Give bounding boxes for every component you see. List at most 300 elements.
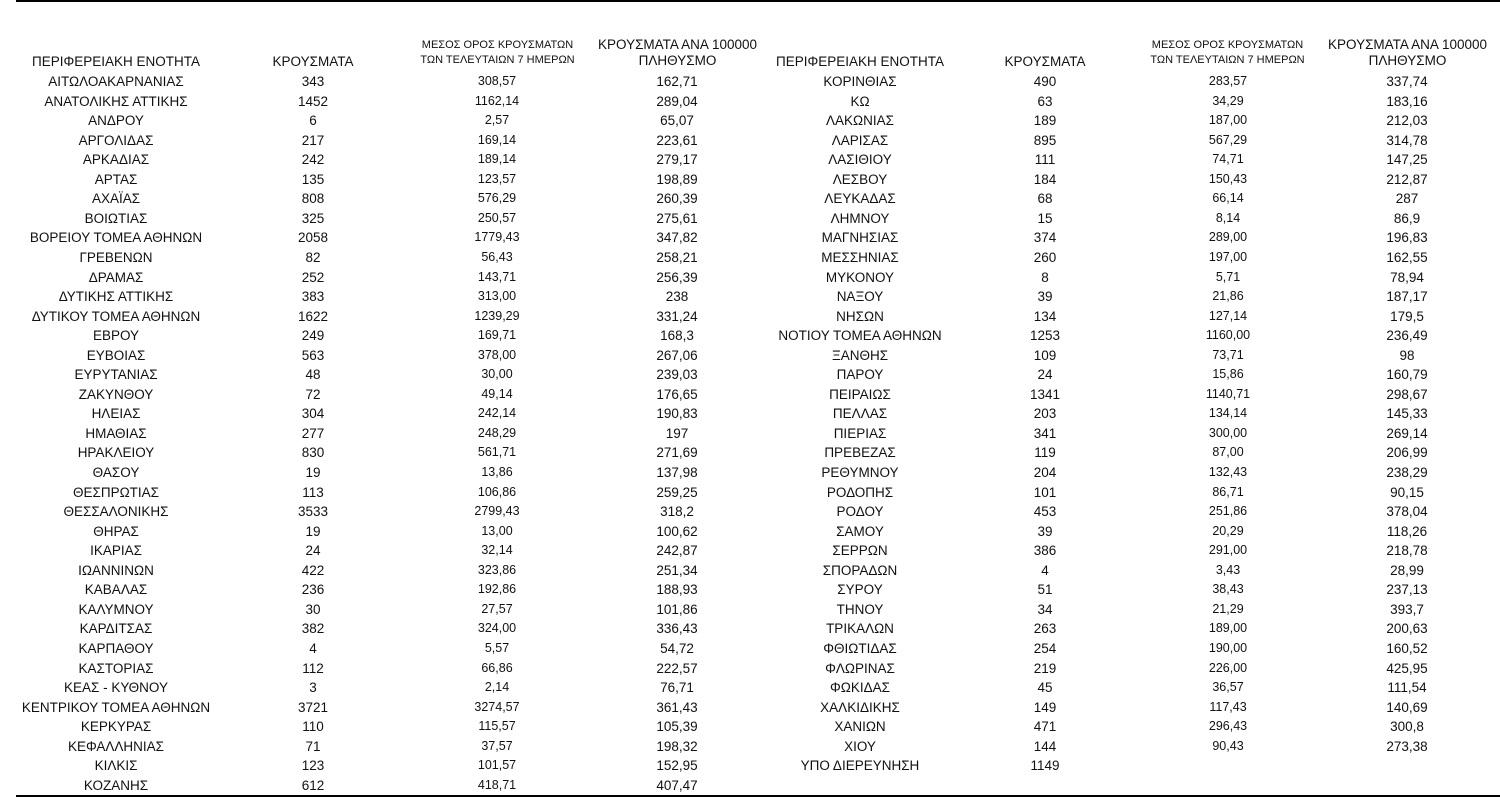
left-cell-per100k: 347,82 — [656, 230, 698, 246]
right-cell-cases: 254 — [1033, 640, 1057, 656]
right-cell-cases: 134 — [1033, 308, 1057, 324]
left-cell-per100k: 76,71 — [660, 680, 694, 696]
right-cell-cases: 109 — [1033, 347, 1057, 363]
left-cell-avg: 169,14 — [477, 132, 517, 147]
left-cell-cases: 19 — [305, 465, 321, 480]
left-cell-cases: 422 — [301, 562, 325, 578]
left-cell-region: ΚΟΖΑΝΗΣ — [83, 777, 149, 793]
right-cell-per100k: 28,99 — [1390, 562, 1424, 578]
left-cell-cases: 1452 — [297, 93, 329, 109]
right-cell-per100k: 78,94 — [1390, 269, 1424, 285]
top-border-line — [16, 0, 1500, 2]
right-cell-region: ΣΥΡΟΥ — [837, 582, 883, 598]
right-cell-avg: 8,14 — [1215, 210, 1241, 225]
left-cell-avg: 418,71 — [477, 777, 517, 792]
left-cell-cases: 304 — [301, 406, 325, 422]
right-cell-per100k: 140,69 — [1386, 699, 1428, 715]
left-cell-cases: 252 — [301, 269, 325, 285]
left-cell-region: ΚΕΡΚΥΡΑΣ — [80, 719, 152, 735]
left-cell-per100k: 267,06 — [656, 347, 698, 363]
left-header-avg — [400, 38, 595, 68]
left-cell-region: ΕΥΒΟΙΑΣ — [86, 347, 146, 363]
right-cell-region: ΚΩ — [850, 93, 870, 109]
right-cell-per100k: 378,04 — [1386, 504, 1428, 520]
left-cell-region: ΒΟΙΩΤΙΑΣ — [84, 210, 148, 226]
right-cell-region: ΛΑΣΙΘΙΟΥ — [828, 152, 892, 168]
right-cell-cases: 204 — [1033, 465, 1057, 480]
left-cell-cases: 72 — [305, 386, 321, 402]
left-cell-avg: 66,86 — [481, 660, 513, 675]
right-cell-avg: 187,00 — [1208, 113, 1248, 128]
left-cell-avg: 250,57 — [477, 210, 517, 225]
left-cell-per100k: 331,24 — [656, 308, 698, 324]
left-cell-cases: 4 — [309, 640, 317, 656]
left-cell-per100k: 222,57 — [656, 660, 698, 676]
left-cell-per100k: 198,89 — [656, 171, 698, 187]
right-cell-region: ΣΠΟΡΑΔΩΝ — [822, 562, 898, 578]
right-header-avg-line1: ΜΕΣΟΣ ΟΡΟΣ ΚΡΟΥΣΜΑΤΩΝ — [1151, 39, 1304, 51]
right-cell-cases: 15 — [1037, 210, 1053, 226]
left-cell-avg: 32,14 — [481, 543, 513, 558]
left-cell-cases: 563 — [301, 347, 325, 363]
right-cell-cases: 39 — [1037, 289, 1053, 305]
left-cell-cases: 71 — [305, 738, 321, 754]
left-cell-avg: 3274,57 — [474, 699, 520, 714]
left-cell-cases: 277 — [301, 425, 325, 441]
right-cell-avg: 21,29 — [1212, 601, 1244, 616]
left-cell-avg: 2,14 — [484, 680, 510, 695]
right-cell-region: ΡΟΔΟΠΗΣ — [826, 484, 894, 500]
left-cell-cases: 82 — [305, 249, 321, 265]
right-cell-region: ΦΩΚΙΔΑΣ — [830, 680, 890, 696]
right-cell-region: ΡΕΘΥΜΝΟΥ — [821, 465, 899, 480]
right-cell-per100k: 179,5 — [1390, 308, 1424, 324]
left-cell-region: ΚΙΛΚΙΣ — [94, 758, 138, 774]
right-cell-avg: 150,43 — [1208, 171, 1248, 186]
right-cell-avg: 86,71 — [1212, 484, 1244, 499]
right-cell-region: ΠΕΛΛΑΣ — [832, 406, 888, 422]
left-cell-region: ΚΕΝΤΡΙΚΟΥ ΤΟΜΕΑ ΑΘΗΝΩΝ — [21, 699, 211, 715]
left-cell-region: ΚΕΦΑΛΛΗΝΙΑΣ — [67, 738, 165, 754]
right-cell-per100k: 147,25 — [1386, 152, 1428, 168]
left-cell-region: ΓΡΕΒΕΝΩΝ — [79, 249, 153, 265]
right-cell-region: ΜΥΚΟΝΟΥ — [825, 269, 895, 285]
left-cell-cases: 19 — [305, 523, 321, 539]
left-cell-cases: 217 — [301, 132, 325, 148]
right-cell-per100k: 300,8 — [1390, 719, 1424, 735]
right-cell-per100k: 86,9 — [1393, 210, 1421, 226]
right-cell-region: ΠΑΡΟΥ — [836, 367, 884, 383]
right-cell-region: ΦΘΙΩΤΙΔΑΣ — [823, 640, 897, 656]
right-header-cases: ΚΡΟΥΣΜΑΤΑ — [1004, 54, 1086, 69]
right-cell-per100k: 160,52 — [1386, 640, 1428, 656]
right-cell-region: ΠΙΕΡΙΑΣ — [833, 425, 887, 441]
right-header-region: ΠΕΡΙΦΕΡΕΙΑΚΗ ΕΝΟΤΗΤΑ — [775, 54, 945, 69]
left-cell-cases: 830 — [301, 445, 325, 461]
right-cell-cases: 34 — [1037, 601, 1053, 617]
left-cell-avg: 2,57 — [484, 113, 510, 128]
left-header-cases: ΚΡΟΥΣΜΑΤΑ — [272, 54, 354, 69]
right-cell-per100k: 238,29 — [1386, 465, 1428, 480]
left-cell-avg: 13,00 — [481, 523, 513, 538]
left-cell-avg: 324,00 — [477, 621, 517, 636]
right-cell-per100k: 314,78 — [1386, 132, 1428, 148]
right-cell-cases: 895 — [1033, 132, 1057, 148]
right-header-per100k-line1: ΚΡΟΥΣΜΑΤΑ ΑΝΑ 100000 — [1328, 37, 1487, 52]
right-cell-region: ΤΗΝΟΥ — [836, 601, 884, 617]
left-cell-region: ΘΕΣΠΡΩΤΙΑΣ — [72, 484, 160, 500]
left-cell-cases: 3 — [309, 680, 317, 696]
right-cell-region: ΠΕΙΡΑΙΩΣ — [829, 386, 891, 402]
left-cell-avg: 13,86 — [481, 465, 513, 479]
left-cell-per100k: 242,87 — [656, 543, 698, 559]
right-cell-region: ΛΕΣΒΟΥ — [832, 171, 888, 187]
left-cell-per100k: 318,2 — [660, 504, 694, 520]
right-cell-per100k: 162,55 — [1386, 249, 1428, 265]
left-header-per100k — [585, 37, 770, 69]
left-cell-avg: 1239,29 — [474, 308, 520, 323]
left-cell-avg: 106,86 — [477, 484, 517, 499]
left-cell-region: ΑΝΔΡΟΥ — [88, 113, 144, 129]
right-cell-per100k: 393,7 — [1390, 601, 1424, 617]
left-cell-avg: 323,86 — [477, 562, 517, 577]
left-cell-per100k: 289,04 — [656, 93, 698, 109]
left-cell-region: ΚΑΡΠΑΘΟΥ — [78, 640, 154, 656]
left-cell-cases: 249 — [301, 328, 325, 344]
right-cell-region: ΠΡΕΒΕΖΑΣ — [824, 445, 896, 461]
left-cell-cases: 808 — [301, 191, 325, 207]
left-cell-avg: 37,57 — [481, 738, 513, 753]
left-cell-per100k: 65,07 — [660, 113, 694, 129]
left-cell-region: ΗΡΑΚΛΕΙΟΥ — [77, 445, 155, 461]
right-cell-per100k: 425,95 — [1386, 660, 1428, 676]
left-cell-per100k: 100,62 — [656, 523, 698, 539]
left-cell-region: ΑΝΑΤΟΛΙΚΗΣ ΑΤΤΙΚΗΣ — [44, 93, 188, 109]
right-cell-avg: 1160,00 — [1205, 328, 1251, 343]
left-cell-per100k: 279,17 — [656, 152, 698, 168]
right-cell-avg: 66,14 — [1212, 191, 1244, 206]
left-cell-region: ΕΥΡΥΤΑΝΙΑΣ — [74, 367, 158, 383]
left-cell-avg: 1779,43 — [474, 230, 520, 245]
left-cell-per100k: 238 — [665, 289, 689, 305]
right-cell-region: ΝΗΣΩΝ — [836, 308, 884, 324]
left-cell-region: ΕΒΡΟΥ — [92, 328, 140, 344]
right-cell-region: ΣΑΜΟΥ — [836, 523, 884, 539]
left-cell-region: ΘΑΣΟΥ — [92, 465, 140, 480]
right-cell-avg: 197,00 — [1208, 249, 1248, 264]
right-cell-region: ΝΑΞΟΥ — [836, 289, 884, 305]
right-cell-cases: 101 — [1033, 484, 1057, 500]
left-cell-avg: 308,57 — [477, 74, 517, 88]
left-cell-cases: 325 — [301, 210, 325, 226]
right-cell-region: ΛΑΚΩΝΙΑΣ — [826, 113, 894, 129]
left-cell-avg: 561,71 — [477, 445, 517, 460]
right-cell-region: ΡΟΔΟΥ — [836, 504, 884, 520]
left-cell-avg: 115,57 — [478, 719, 516, 734]
right-cell-avg: 127,14 — [1208, 308, 1248, 323]
right-cell-avg: 117,43 — [1209, 699, 1247, 714]
right-cell-avg: 189,00 — [1208, 621, 1248, 636]
right-cell-cases: 453 — [1033, 504, 1057, 520]
left-cell-cases: 1622 — [297, 308, 329, 324]
left-cell-region: ΑΡΤΑΣ — [94, 171, 138, 187]
right-cell-avg: 73,71 — [1212, 347, 1244, 362]
left-cell-cases: 2058 — [297, 230, 329, 246]
left-cell-cases: 135 — [301, 171, 325, 187]
right-cell-avg: 3,43 — [1215, 562, 1241, 577]
right-cell-region: ΚΟΡΙΝΘΙΑΣ — [823, 74, 897, 89]
left-cell-per100k: 407,47 — [656, 777, 698, 793]
left-cell-avg: 189,14 — [477, 152, 517, 167]
right-cell-avg: 38,43 — [1212, 582, 1244, 597]
right-cell-per100k: 218,78 — [1386, 543, 1428, 559]
right-cell-region: ΛΑΡΙΣΑΣ — [831, 132, 889, 148]
left-cell-per100k: 188,93 — [656, 582, 698, 598]
left-cell-avg: 143,71 — [477, 269, 517, 284]
left-cell-region: ΒΟΡΕΙΟΥ ΤΟΜΕΑ ΑΘΗΝΩΝ — [29, 230, 203, 246]
right-cell-cases: 45 — [1037, 680, 1053, 696]
left-header-avg-line2: ΤΩΝ ΤΕΛΕΥΤΑΙΩΝ 7 ΗΜΕΡΩΝ — [420, 54, 575, 66]
right-cell-cases: 149 — [1033, 699, 1057, 715]
right-cell-cases: 203 — [1033, 406, 1057, 422]
left-cell-cases: 612 — [301, 777, 325, 793]
left-cell-avg: 192,86 — [477, 582, 517, 597]
left-cell-per100k: 260,39 — [656, 191, 698, 207]
right-cell-avg: 21,86 — [1212, 289, 1244, 304]
right-cell-cases: 341 — [1033, 425, 1057, 441]
right-cell-avg: 90,43 — [1212, 738, 1244, 753]
right-cell-avg: 132,43 — [1208, 465, 1248, 479]
right-header-per100k — [1315, 37, 1500, 69]
left-cell-cases: 343 — [301, 74, 325, 89]
right-cell-cases: 1253 — [1029, 328, 1061, 344]
right-cell-per100k: 196,83 — [1386, 230, 1428, 246]
left-cell-cases: 242 — [301, 152, 325, 168]
left-cell-region: ΗΜΑΘΙΑΣ — [85, 425, 147, 441]
left-header-per100k-line1: ΚΡΟΥΣΜΑΤΑ ΑΝΑ 100000 — [598, 37, 757, 52]
left-cell-per100k: 162,71 — [656, 74, 698, 89]
left-cell-cases: 24 — [305, 543, 321, 559]
left-cell-per100k: 190,83 — [656, 406, 698, 422]
right-cell-per100k: 90,15 — [1390, 484, 1424, 500]
right-cell-cases: 219 — [1033, 660, 1057, 676]
left-cell-per100k: 361,43 — [656, 699, 698, 715]
left-cell-region: ΙΚΑΡΙΑΣ — [90, 543, 142, 559]
left-cell-cases: 112 — [302, 660, 324, 676]
right-header-avg — [1130, 38, 1325, 68]
right-cell-per100k: 237,13 — [1386, 582, 1428, 598]
left-cell-region: ΑΡΓΟΛΙΔΑΣ — [78, 132, 154, 148]
left-cell-per100k: 275,61 — [656, 210, 698, 226]
left-cell-avg: 27,57 — [481, 601, 513, 616]
right-cell-cases: 144 — [1033, 738, 1057, 754]
right-cell-per100k: 236,49 — [1386, 328, 1428, 344]
right-cell-region: ΞΑΝΘΗΣ — [831, 347, 889, 363]
left-cell-avg: 5,57 — [484, 640, 510, 655]
left-cell-per100k: 223,61 — [656, 132, 698, 148]
right-cell-per100k: 212,03 — [1386, 113, 1428, 129]
left-cell-region: ΔΥΤΙΚΗΣ ΑΤΤΙΚΗΣ — [58, 289, 174, 305]
left-cell-per100k: 258,21 — [656, 249, 698, 265]
right-cell-per100k: 269,14 — [1386, 425, 1428, 441]
left-header-per100k-line2: ΠΛΗΘΥΣΜΟ — [638, 53, 717, 68]
left-cell-avg: 576,29 — [477, 191, 517, 206]
left-cell-per100k: 168,3 — [660, 328, 694, 344]
right-cell-region: ΥΠΟ ΔΙΕΡΕΥΝΗΣΗ — [800, 758, 920, 774]
right-cell-region: ΛΗΜΝΟΥ — [830, 210, 890, 226]
right-cell-avg: 296,43 — [1208, 719, 1248, 734]
right-cell-avg: 34,29 — [1212, 93, 1244, 108]
left-cell-avg: 169,71 — [477, 328, 517, 343]
right-cell-region: ΝΟΤΙΟΥ ΤΟΜΕΑ ΑΘΗΝΩΝ — [778, 328, 942, 344]
left-cell-region: ΚΑΣΤΟΡΙΑΣ — [78, 660, 154, 676]
left-header-region: ΠΕΡΙΦΕΡΕΙΑΚΗ ΕΝΟΤΗΤΑ — [31, 54, 201, 69]
left-cell-per100k: 336,43 — [656, 621, 698, 637]
right-cell-cases: 189 — [1033, 113, 1057, 129]
right-cell-per100k: 98 — [1399, 347, 1415, 363]
left-cell-cases: 48 — [305, 367, 321, 383]
left-cell-cases: 3533 — [297, 504, 329, 520]
left-cell-cases: 110 — [302, 719, 324, 735]
left-cell-per100k: 198,32 — [656, 738, 698, 754]
left-cell-region: ΔΡΑΜΑΣ — [88, 269, 144, 285]
left-cell-avg: 30,00 — [481, 367, 513, 382]
left-cell-region: ΘΕΣΣΑΛΟΝΙΚΗΣ — [63, 504, 169, 520]
right-header-avg-line2: ΤΩΝ ΤΕΛΕΥΤΑΙΩΝ 7 ΗΜΕΡΩΝ — [1150, 54, 1305, 66]
right-cell-cases: 24 — [1037, 367, 1053, 383]
left-cell-cases: 113 — [302, 484, 324, 500]
left-cell-per100k: 54,72 — [660, 640, 694, 656]
right-cell-cases: 68 — [1037, 191, 1053, 207]
right-cell-cases: 51 — [1037, 582, 1053, 598]
right-cell-cases: 39 — [1037, 523, 1053, 539]
left-cell-region: ΘΗΡΑΣ — [93, 523, 139, 539]
right-cell-cases: 184 — [1033, 171, 1057, 187]
left-cell-cases: 123 — [301, 758, 325, 774]
right-cell-avg: 15,86 — [1212, 367, 1244, 382]
left-cell-per100k: 251,34 — [656, 562, 698, 578]
right-cell-region: ΤΡΙΚΑΛΩΝ — [826, 621, 894, 637]
right-cell-avg: 20,29 — [1212, 523, 1244, 538]
left-cell-region: ΚΑΛΥΜΝΟΥ — [78, 601, 154, 617]
right-cell-region: ΦΛΩΡΙΝΑΣ — [825, 660, 895, 676]
right-cell-avg: 251,86 — [1208, 504, 1248, 519]
left-cell-cases: 382 — [301, 621, 325, 637]
right-cell-cases: 119 — [1034, 445, 1056, 461]
right-cell-cases: 263 — [1033, 621, 1057, 637]
left-cell-per100k: 105,39 — [656, 719, 698, 735]
right-cell-avg: 1140,71 — [1205, 386, 1251, 401]
right-cell-avg: 289,00 — [1208, 230, 1248, 245]
right-cell-cases: 260 — [1033, 249, 1057, 265]
left-cell-region: ΑΙΤΩΛΟΑΚΑΡΝΑΝΙΑΣ — [48, 74, 184, 89]
right-cell-region: ΧΑΛΚΙΔΙΚΗΣ — [820, 699, 900, 715]
left-cell-region: ΑΧΑΪΑΣ — [91, 191, 141, 207]
left-cell-region: ΖΑΚΥΝΘΟΥ — [78, 386, 154, 402]
left-cell-per100k: 152,95 — [656, 758, 698, 774]
left-cell-per100k: 137,98 — [656, 465, 698, 480]
left-cell-region: ΚΑΡΔΙΤΣΑΣ — [79, 621, 153, 637]
left-cell-cases: 3721 — [297, 699, 329, 715]
right-cell-per100k: 287 — [1395, 191, 1419, 207]
left-cell-avg: 248,29 — [477, 425, 517, 440]
right-cell-per100k: 118,26 — [1386, 523, 1428, 539]
right-cell-cases: 63 — [1037, 93, 1053, 109]
left-header-avg-line1: ΜΕΣΟΣ ΟΡΟΣ ΚΡΟΥΣΜΑΤΩΝ — [421, 39, 574, 51]
right-cell-avg: 74,71 — [1212, 152, 1244, 167]
left-cell-avg: 242,14 — [477, 406, 517, 421]
left-cell-region: ΗΛΕΙΑΣ — [91, 406, 141, 422]
right-cell-cases: 8 — [1041, 269, 1049, 285]
right-cell-cases: 111 — [1034, 152, 1056, 168]
left-cell-per100k: 176,65 — [656, 386, 698, 402]
left-cell-per100k: 101,86 — [656, 601, 698, 617]
left-cell-cases: 236 — [301, 582, 325, 598]
right-cell-avg: 5,71 — [1215, 269, 1241, 284]
right-cell-per100k: 200,63 — [1386, 621, 1428, 637]
left-cell-region: ΑΡΚΑΔΙΑΣ — [82, 152, 150, 168]
left-cell-avg: 2799,43 — [474, 504, 520, 519]
left-cell-avg: 101,57 — [477, 758, 517, 773]
left-cell-avg: 1162,14 — [474, 93, 520, 108]
right-cell-region: ΧΑΝΙΩΝ — [834, 719, 886, 735]
right-cell-avg: 134,14 — [1208, 406, 1248, 421]
right-cell-avg: 87,00 — [1212, 445, 1244, 460]
left-cell-cases: 30 — [305, 601, 321, 617]
right-cell-avg: 36,57 — [1212, 680, 1244, 695]
right-cell-avg: 226,00 — [1208, 660, 1248, 675]
right-cell-per100k: 187,17 — [1386, 289, 1428, 305]
left-cell-per100k: 197 — [665, 425, 689, 441]
right-cell-region: ΜΑΓΝΗΣΙΑΣ — [821, 230, 899, 246]
right-cell-cases: 471 — [1033, 719, 1057, 735]
right-cell-region: ΛΕΥΚΑΔΑΣ — [824, 191, 896, 207]
right-cell-avg: 567,29 — [1208, 132, 1248, 147]
left-cell-avg: 378,00 — [477, 347, 517, 362]
right-cell-cases: 386 — [1033, 543, 1057, 559]
left-cell-region: ΚΕΑΣ - ΚΥΘΝΟΥ — [64, 680, 168, 696]
right-cell-per100k: 160,79 — [1386, 367, 1428, 383]
right-cell-avg: 190,00 — [1208, 640, 1248, 655]
right-cell-per100k: 212,87 — [1386, 171, 1428, 187]
right-cell-region: ΧΙΟΥ — [844, 738, 876, 754]
right-cell-per100k: 337,74 — [1386, 74, 1428, 89]
right-cell-cases: 490 — [1033, 74, 1057, 89]
left-cell-avg: 313,00 — [477, 289, 517, 304]
right-cell-cases: 1341 — [1029, 386, 1061, 402]
left-cell-region: ΚΑΒΑΛΑΣ — [84, 582, 148, 598]
left-cell-per100k: 256,39 — [656, 269, 698, 285]
left-cell-per100k: 259,25 — [656, 484, 698, 500]
right-cell-avg: 300,00 — [1208, 425, 1248, 440]
left-cell-cases: 6 — [309, 113, 317, 129]
right-cell-per100k: 273,38 — [1386, 738, 1428, 754]
left-cell-region: ΙΩΑΝΝΙΝΩΝ — [78, 562, 154, 578]
left-cell-avg: 123,57 — [477, 171, 517, 186]
right-cell-cases: 374 — [1033, 230, 1057, 246]
right-cell-region: ΣΕΡΡΩΝ — [832, 543, 888, 559]
right-cell-avg: 283,57 — [1208, 74, 1248, 88]
right-cell-per100k: 145,33 — [1386, 406, 1428, 422]
right-cell-region: ΜΕΣΣΗΝΙΑΣ — [821, 249, 899, 265]
right-header-per100k-line2: ΠΛΗΘΥΣΜΟ — [1368, 53, 1447, 68]
right-cell-cases: 4 — [1041, 562, 1049, 578]
right-cell-avg: 291,00 — [1208, 543, 1248, 558]
left-cell-cases: 383 — [301, 289, 325, 305]
left-cell-per100k: 271,69 — [656, 445, 698, 461]
left-cell-avg: 56,43 — [481, 249, 513, 264]
right-cell-per100k: 111,54 — [1387, 680, 1427, 696]
